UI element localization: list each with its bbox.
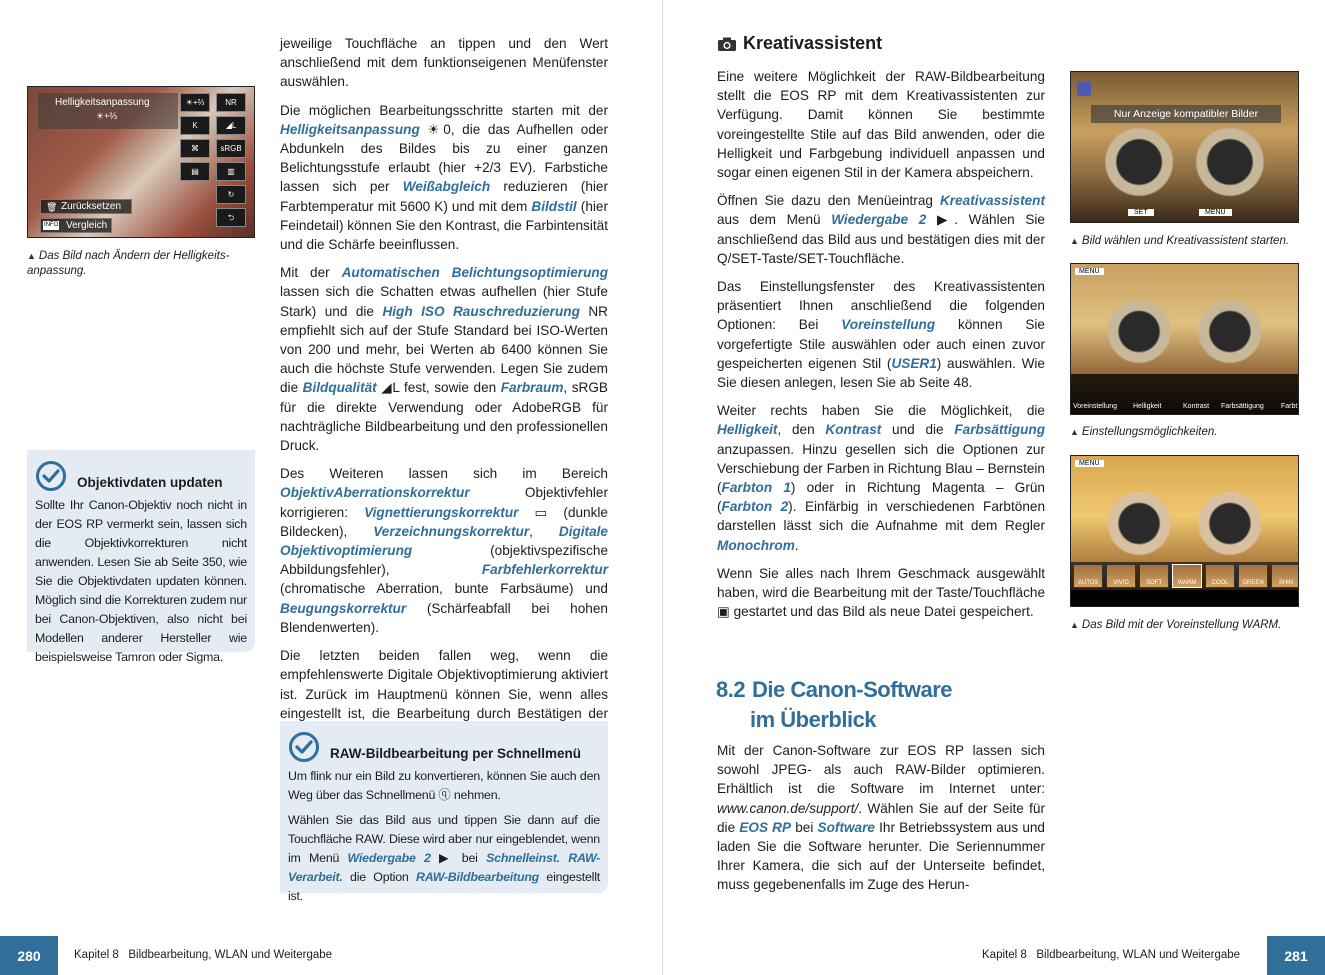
photo-caption-text: Das Bild nach Ändern der Helligkeits-anpassung. (27, 250, 230, 277)
preset-tile (1106, 564, 1136, 588)
white-balance-icon: K (180, 116, 210, 135)
photo3-caption (1070, 618, 1310, 633)
lens-correction-icon: ▥ (216, 162, 246, 181)
text-run: zur Verfügung. Damit können Sie bestimmte voreingestellte Stile auf das Bild anwenden, oder die Helligkeit und Farbgebung individuell anpassen und sogar einen eigenen Stil in der Kamera abspeichern. (717, 88, 1045, 181)
photo1-caption-text: Bild wählen und Kreativassistent starten. (1081, 235, 1290, 247)
footer-chapter-left: Kapitel 8 Bildbearbeitung, WLAN und Weitergabe (74, 949, 333, 961)
text-run: Mit der Canon-Software zur EOS RP lassen sich sowohl JPEG- als auch RAW-Bilder optimieren. Erhältlich ist die Software im Internet unter: (717, 743, 1045, 797)
info-box-text (288, 767, 600, 906)
brightness-adjustment-photo (27, 86, 255, 238)
info-box-title: Objektivdaten updaten (77, 474, 223, 490)
text-run: reduzieren (hier Farbtemperatur mit 5600 K) und mit dem (280, 179, 608, 214)
text-run: . (794, 537, 799, 553)
reset-label: Zurücksetzen (61, 201, 122, 212)
text-run: NR empfiehlt sich auf der Stufe Standard bei ISO-Werten von 200 und mehr, bei Werten ab 6400 können Sie auch die höchste Stufe verwenden. Legen Sie zudem die (280, 303, 608, 396)
text-run: eingestellt ist. (288, 870, 600, 903)
paragraph (717, 564, 1045, 622)
keyword: Helligkeit (717, 422, 778, 438)
preset-label: GREEN (1242, 580, 1264, 586)
text-run: , sRGB für die direkte Verwendung oder AdobeRGB für nachträgliche Bildbearbeitung und den professionellen Druck. (280, 380, 608, 454)
back-icon: ⮌ (216, 208, 246, 227)
text-run: ) auswählen. Wie Sie diesen anlegen, lesen Sie ab Seite 48. (717, 355, 1045, 391)
keyword: Bildqualität (302, 380, 377, 396)
strip-item-contrast: Kontrast (1183, 403, 1210, 410)
keyword: Weißabgleich (402, 179, 491, 195)
text-run: Wenn Sie alles nach Ihrem Geschmack ausgewählt haben, wird die Bearbeitung mit der Taste/Touchfläche ▣ gestartet und das Bild als neue Datei gespeichert. (717, 565, 1045, 620)
photo2-caption-text: Einstellungsmöglichkeiten. (1081, 426, 1218, 438)
text-run: ◢L fest, sowie den (376, 380, 501, 396)
text-run: ). Einfärbig in verschiedenen Farbtönen darstellen lässt sich die Aufnahme mit dem Regler (717, 499, 1046, 534)
info-box-text: Sollte Ihr Canon-Objektiv noch nicht in der EOS RP vermerkt sein, lassen sich die Objektivkorrekturen nicht anwenden. Lesen Sie ab Seite 350, wie Sie die Objektivdaten updaten können. Möglich sind die Korrekturen zudem nur bei Canon-Objektiven, also nicht bei Modellen anderer Hersteller wie beispielsweise Tamron oder Sigma. (35, 498, 247, 664)
text-run: und die (881, 422, 955, 438)
trash-icon: 🗑 (46, 202, 58, 212)
page-number-left: 280 (0, 936, 58, 975)
filter-icon (1077, 82, 1091, 96)
info-box-paragraph-1: Um flink nur ein Bild zu konvertieren, können Sie auch den Weg über das Schnellmenü ⓠ nehmen. (288, 769, 600, 802)
preset-tile (1073, 564, 1103, 588)
preset-label: AUTO3 (1078, 580, 1098, 586)
adjustment-strip (1071, 374, 1298, 414)
photo-title: Helligkeitsanpassung (55, 97, 150, 108)
photo1-caption (1070, 234, 1310, 249)
keyword: Helligkeitsanpassung (280, 121, 420, 137)
paragraph (717, 191, 1045, 268)
noise-reduction-icon: NR (216, 93, 246, 112)
keyword: Beugungskorrektur (280, 600, 407, 616)
triangle-icon: ▲ (27, 251, 36, 261)
info-box-title: RAW-Bildbearbeitung per Schnellmenü (330, 745, 582, 761)
right-body-column (717, 67, 1045, 630)
text-run: ▶. Wählen Sie anschließend das Bild aus und bestätigen dies mit der Q/SET-Taste/SET-Touchfläche. (717, 212, 1045, 266)
text-run: (hier Feindetail) können Sie den Kontrast, die Farbintensität und die Schärfe beeinflussen. (280, 198, 608, 253)
keyword: Software (817, 819, 875, 835)
text-run: aus dem Menü (717, 212, 832, 228)
keyword: USER1 (891, 355, 937, 371)
strip-item-saturation: Farbsättigung (1221, 403, 1264, 410)
photo-value: ☀+⅔ (96, 111, 117, 121)
section-number: 8.2 (716, 677, 746, 702)
keyword: Vignettierungskorrektur (364, 504, 519, 520)
bottom-bar (1071, 590, 1298, 606)
keyword: Farbton 2 (721, 499, 789, 515)
preset-tile (1238, 564, 1268, 588)
preset-tile (1205, 564, 1235, 588)
text-run: anzupassen. Hinzu gesellen sich die Optionen zur Verschiebung der Farben in Richtung Blau – Bernstein ( (717, 441, 1045, 496)
left-page (0, 0, 662, 975)
keyword: High ISO Rauschreduzierung (382, 303, 580, 319)
preset-tile (1139, 564, 1169, 588)
keyword: RAW-Bildbearbeitung (415, 870, 540, 884)
italic-run: www.canon.de/support/ (717, 800, 859, 816)
paragraph (717, 741, 1045, 895)
keyword: Digitale Objektivoptimierung (280, 523, 608, 559)
strip-item-brightness: Helligkeit (1133, 403, 1162, 410)
text-run: ▶ bei (430, 851, 487, 865)
compare-label: Vergleich (66, 220, 108, 231)
kreativassistent-heading (717, 33, 882, 54)
keyword: ObjektivAberrationskorrektur (280, 485, 470, 501)
keyword: Wiedergabe 2 (347, 851, 431, 865)
photo3-caption-text: Das Bild mit der Voreinstellung WARM. (1081, 619, 1282, 631)
text-run: können Sie vorgefertigte Stile auswählen oder auch einen zuvor gespeicherten eigenen Stil ( (717, 317, 1045, 371)
preset-label: WARM (1177, 580, 1197, 586)
image-quality-icon: ◢L (216, 116, 246, 135)
keyword: Monochrom (717, 537, 795, 553)
strip-item-tone: Farbt (1281, 403, 1298, 410)
footer-chapter-right: Kapitel 8 Bildbearbeitung, WLAN und Weitergabe (982, 949, 1241, 961)
text-run: lassen sich die Schatten etwas aufhellen (hier Stufe Stark) und die (280, 284, 608, 319)
paragraph (717, 277, 1045, 392)
peripheral-icon: ▤ (180, 162, 210, 181)
preset-label: VIVID (1113, 580, 1129, 586)
text-run: (Schärfeabfall bei hohen Blendenwerten). (280, 600, 608, 635)
info-box-paragraph-2 (288, 811, 600, 906)
paragraph (717, 401, 1045, 555)
text-run: jeweilige Touchfläche an tippen und den Wert anschließend mit dem funktionseigenen Menüfenster auswählen. (280, 36, 608, 90)
preset-label: SHIN (1278, 580, 1294, 586)
paragraph (280, 34, 608, 92)
photo2-caption (1070, 425, 1310, 440)
keyword: Farbsättigung (954, 422, 1045, 438)
info-box-lens-data (27, 450, 255, 664)
keyword: Farbfehlerkorrektur (481, 562, 608, 578)
icon-grid (180, 93, 248, 227)
save-icon: ↻ (216, 185, 246, 204)
paragraph (717, 67, 1045, 182)
keyword: EOS RP (739, 819, 792, 835)
keyword: Farbraum (500, 380, 564, 396)
text-run: die Option (342, 870, 416, 884)
text-run: Öffnen Sie dazu den Menüeintrag (717, 193, 940, 209)
keyword: Bildstil (531, 198, 577, 214)
text-run: Objektivfehler korrigieren: (280, 485, 608, 520)
text-run: ▭ (dunkle Bildecken), (280, 504, 608, 539)
section-title-line1: Die Canon-Software (752, 677, 953, 702)
menu-badge: MENU (1075, 268, 1104, 275)
preset-tile (1172, 564, 1202, 588)
info-box-header (288, 731, 600, 763)
info-badge: INFO (44, 222, 59, 228)
color-space-icon: sRGB (216, 139, 246, 158)
preset-label: COOL (1211, 580, 1229, 586)
text-run: ) oder in Richtung Magenta – Grün ( (717, 480, 1045, 515)
preset-strip (1071, 562, 1298, 590)
section-paragraph (717, 741, 1045, 904)
text-run: , den (777, 422, 826, 438)
triangle-icon: ▲ (1070, 427, 1079, 437)
section-title-line2: im Überblick (750, 707, 877, 732)
text-run: (chromatische Aberration, bunte Farbsäume) und (280, 581, 608, 597)
check-circle-icon (288, 731, 320, 763)
compat-banner: Nur Anzeige kompatibler Bilder (1091, 105, 1281, 123)
set-badge: SET (1128, 209, 1154, 216)
text-run: ☀0, die das Aufhellen oder Abdunkeln des Bildes bis zu einer ganzen Belichtungsstufe erlaubt (hier +2/3 EV). Farbstiche lassen sich per (280, 121, 608, 195)
check-circle-icon (35, 460, 67, 492)
info-box-header (35, 460, 247, 492)
heading-text: Kreativassistent (743, 33, 883, 53)
picture-style-icon: ⌘ (180, 139, 210, 158)
mask-photo-2 (1070, 263, 1299, 415)
brightness-icon: ☀+⅔ (180, 93, 210, 112)
preset-tile (1271, 564, 1299, 588)
strip-item-preset: Voreinstellung (1073, 403, 1117, 410)
paragraph (280, 464, 608, 637)
keyword: Kreativassistent (939, 193, 1045, 209)
left-body-column (280, 34, 608, 751)
text-run: Eine weitere Möglichkeit der RAW-Bildbearbeitung stellt die EOS RP mit dem Kreativassistenten (717, 69, 1045, 104)
text-run: (objektivspezifische Abbildungsfehler), (280, 543, 608, 578)
page-number-right: 281 (1267, 936, 1325, 975)
keyword: Verzeichnungskorrektur (373, 523, 530, 539)
keyword: Kontrast (825, 422, 882, 438)
keyword: Automatischen Belichtungsoptimierung (341, 265, 608, 281)
text-run: Das Einstellungsfenster des Kreativassistenten präsentiert Ihnen anschließend die folgenden Optionen: Bei (717, 279, 1045, 333)
text-run: Die möglichen Bearbeitungsschritte starten mit der (280, 102, 608, 118)
keyword: Farbton 1 (721, 480, 791, 496)
menu-badge: MENU (1075, 460, 1104, 467)
photo-caption (27, 249, 255, 279)
paragraph (280, 263, 608, 455)
reset-button (40, 199, 132, 214)
spacer-cell (180, 185, 210, 204)
spacer-cell (180, 208, 210, 227)
keyword: Schnelleinst. RAW-Verarbeit. (288, 851, 600, 884)
keyword: Wiedergabe 2 (831, 212, 927, 228)
paragraph (280, 101, 608, 255)
compare-button (40, 218, 112, 233)
text-run: Des Weiteren lassen sich im Bereich (280, 466, 608, 482)
triangle-icon: ▲ (1070, 620, 1079, 630)
preset-label: SOFT (1146, 580, 1162, 586)
text-run: , (529, 523, 559, 539)
triangle-icon: ▲ (1070, 236, 1079, 246)
mask-photo-3 (1070, 455, 1299, 607)
menu-badge: MENU (1199, 209, 1232, 216)
section-heading (716, 675, 952, 735)
mask-photo-1 (1070, 71, 1299, 223)
text-run: Weiter rechts haben Sie die Möglichkeit, die (717, 403, 1045, 419)
info-box-raw-quickmenu (280, 721, 608, 903)
keyword: Voreinstellung (841, 317, 936, 333)
text-run: Ihr Betriebssystem aus und laden Sie die Software herunter. Die Seriennummer Ihrer Kamera, die sich auf der Unterseite befindet, muss gegebenenfalls im Zuge des Herun- (717, 819, 1045, 893)
text-run: bei (791, 819, 818, 835)
text-run: Wählen Sie das Bild aus und tippen Sie dann auf die Touchfläche RAW. Diese wird aber nur eingeblendet, wenn im Menü (288, 813, 600, 865)
text-run: . Wählen Sie auf der Seite für die (717, 800, 1045, 835)
text-run: Mit der (280, 265, 342, 281)
camera-icon (717, 36, 737, 52)
text-run: Die letzten beiden fallen weg, wenn die empfehlenswerte Digitale Objektivoptimierung aktiviert ist. Zurück im Hauptmenü können Sie, wenn alles eingestellt ist, die Bearbeitung durch Bestätigen der (280, 648, 608, 721)
